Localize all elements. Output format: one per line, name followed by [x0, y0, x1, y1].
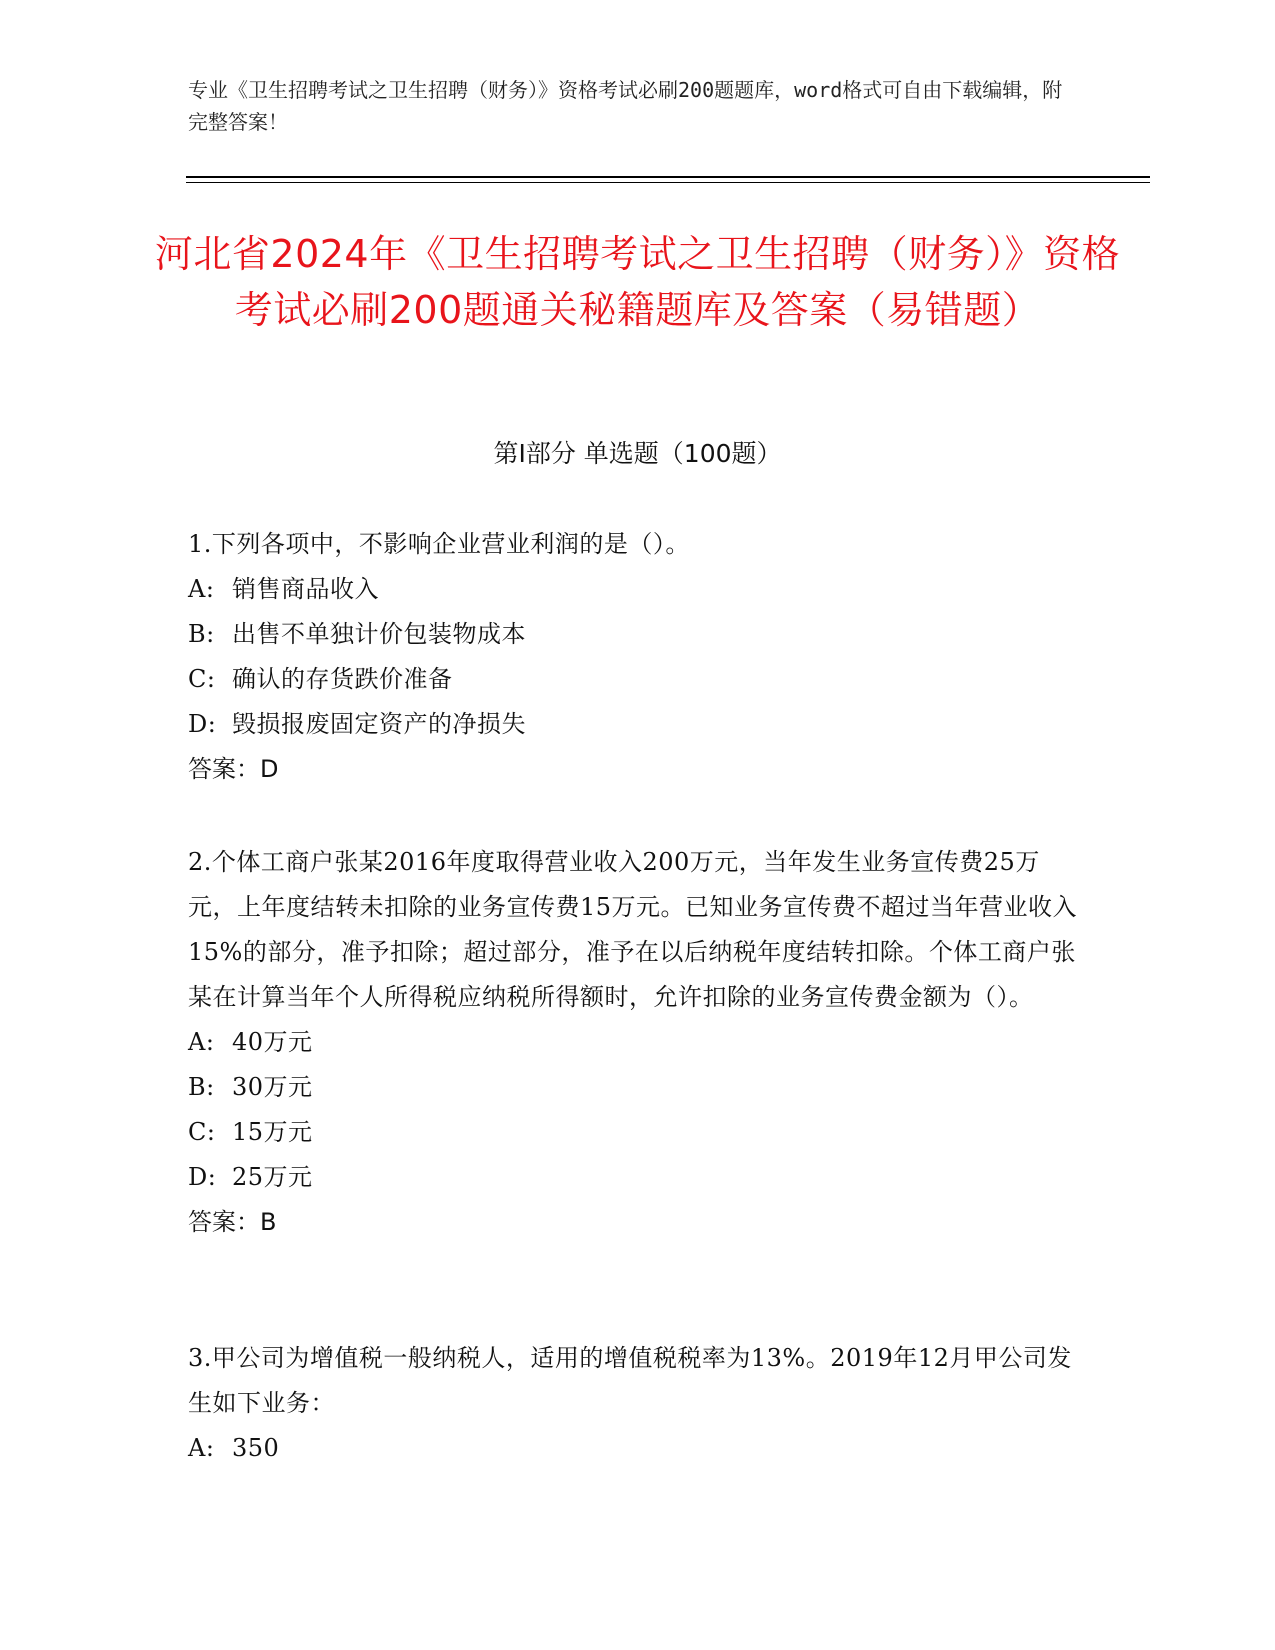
option-text: 毁损报废固定资产的净损失 [232, 710, 526, 738]
option-text: 销售商品收入 [232, 575, 379, 603]
option-text: 确认的存货跌价准备 [232, 665, 453, 693]
answer-line: 答案：D [188, 755, 279, 783]
option-letter: A: [188, 1434, 215, 1462]
option-letter: B: [188, 1073, 215, 1101]
option-c [188, 1110, 1088, 1155]
option-text: 15万元 [232, 1118, 313, 1146]
answer-line: 答案：B [188, 1208, 277, 1236]
option-a [188, 567, 1088, 612]
option-b [188, 612, 1088, 657]
option-text: 出售不单独计价包装物成本 [232, 620, 526, 648]
question-text: 2.个体工商户张某2016年度取得营业收入200万元，当年发生业务宣传费25万元，上年度结转未扣除的业务宣传费15万元。已知业务宣传费不超过当年营业收入15%的部分，准予扣除；超过部分，准予在以后纳税年度结转扣除。个体工商户张某在计算当年个人所得税应纳税所得额时，允许扣除的业务宣传费金额为（）。 [188, 848, 1078, 1011]
option-letter: D: [188, 1163, 217, 1191]
header-note: 专业《卫生招聘考试之卫生招聘（财务）》资格考试必刷200题题库，word格式可自由下载编辑，附完整答案！ [188, 78, 1063, 134]
option-b [188, 1065, 1088, 1110]
option-letter: A: [188, 575, 215, 603]
document-title: 河北省2024年《卫生招聘考试之卫生招聘（财务）》资格考试必刷200题通关秘籍题库及答案（易错题） [154, 232, 1121, 332]
option-c [188, 657, 1088, 702]
option-letter: A: [188, 1028, 215, 1056]
option-letter: C: [188, 1118, 216, 1146]
section-heading: 第Ⅰ部分 单选题（100题） [493, 439, 782, 468]
option-d [188, 1155, 1088, 1200]
option-text: 40万元 [232, 1028, 313, 1056]
option-letter: B: [188, 620, 215, 648]
question-2 [188, 840, 1088, 1245]
header-divider-thick [186, 176, 1150, 178]
option-letter: D: [188, 710, 217, 738]
option-a [188, 1426, 1088, 1471]
option-letter: C: [188, 665, 216, 693]
question-1 [188, 522, 1088, 792]
question-text: 3.甲公司为增值税一般纳税人，适用的增值税税率为13%。2019年12月甲公司发生如下业务： [188, 1344, 1072, 1417]
option-a [188, 1020, 1088, 1065]
option-text: 30万元 [232, 1073, 313, 1101]
option-text: 25万元 [232, 1163, 313, 1191]
option-text: 350 [232, 1434, 280, 1462]
question-3 [188, 1336, 1088, 1471]
question-text: 1.下列各项中，不影响企业营业利润的是（）。 [188, 530, 690, 558]
option-d [188, 702, 1088, 747]
header-divider-thin [186, 182, 1150, 183]
